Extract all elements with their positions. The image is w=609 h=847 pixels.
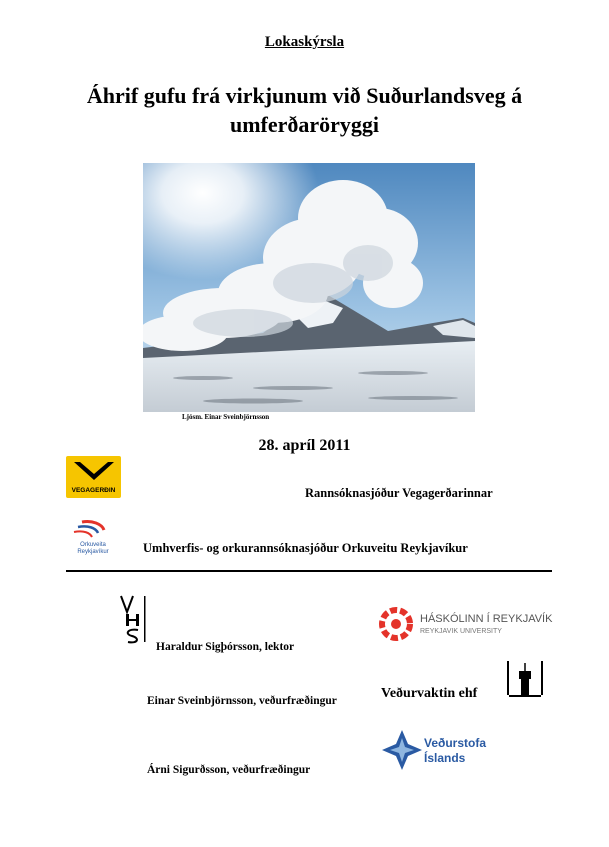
cover-photo [143,163,475,412]
orkuveita-logo-text-1: Orkuveita [80,542,106,548]
ru-logo [376,604,554,644]
report-date: 28. apríl 2011 [258,437,351,454]
vedurstofa-logo-text-2: Íslands [424,751,466,765]
divider [66,570,552,572]
author-1: Haraldur Sigþórsson, lektor [156,641,295,653]
vegagerdin-logo-text: VEGAGERÐIN [71,487,116,494]
funder-orkuveita: Umhverfis- og orkurannsóknasjóður Orkuveitu Reykjavíkur [143,541,468,555]
vedurstofa-logo [382,730,502,770]
vhs-logo [118,594,148,644]
report-type: Lokaskýrsla [264,34,345,50]
funder-vegagerdin: Rannsóknasjóður Vegagerðarinnar [305,486,493,500]
vegagerdin-logo [66,456,121,498]
author-2: Einar Sveinbjörnsson, veðurfræðingur [147,695,337,707]
orkuveita-logo [64,518,122,556]
photo-caption: Ljósm. Einar Sveinbjörnsson [182,413,270,421]
vedurvaktin-name: Veðurvaktin ehf [381,686,478,701]
ru-logo-text-1: HÁSKÓLINN Í REYKJAVÍK [420,613,553,625]
vedurvaktin-logo [505,659,545,699]
vedurstofa-logo-text-1: Veðurstofa [424,736,487,750]
title-line-2: umferðaröryggi [229,112,380,137]
author-3: Árni Sigurðsson, veðurfræðingur [147,764,311,776]
orkuveita-logo-text-2: Reykjavíkur [77,549,109,555]
title-line-1: Áhrif gufu frá virkjunum við Suðurlandsveg á [86,83,523,108]
ru-logo-text-2: REYKJAVIK UNIVERSITY [420,628,502,635]
